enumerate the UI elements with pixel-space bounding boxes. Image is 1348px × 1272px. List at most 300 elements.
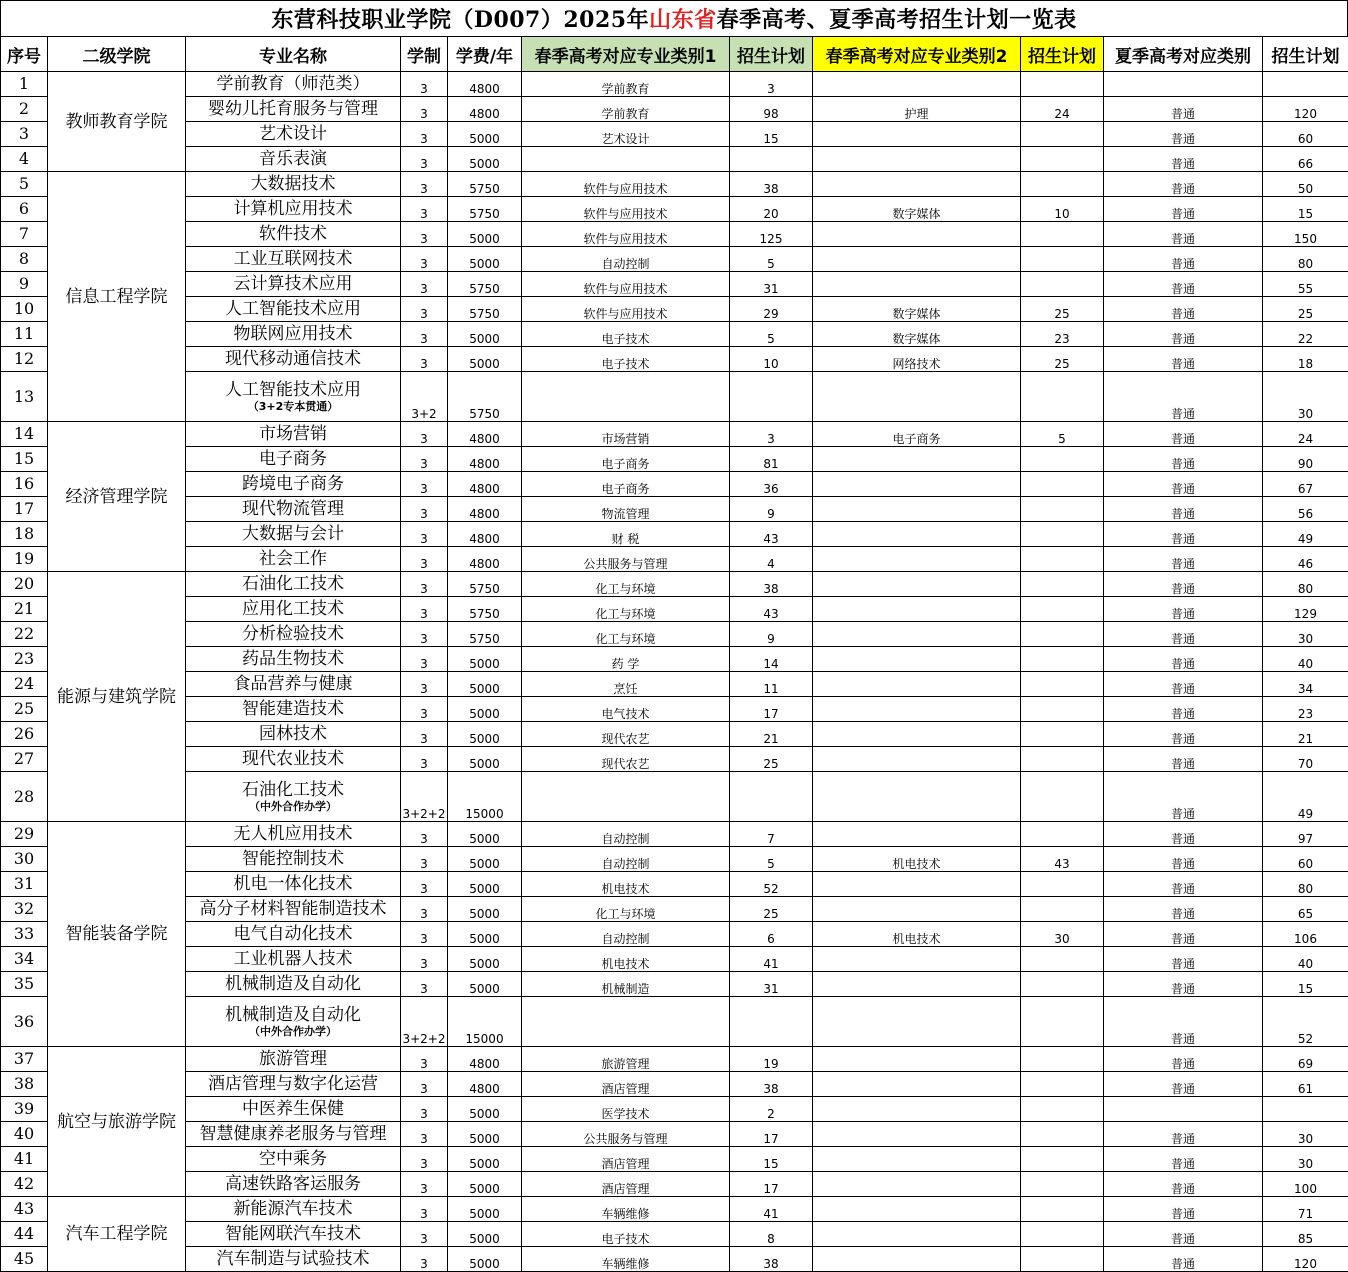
row-summer-category: 普通 [1104,547,1263,572]
row-years: 3 [401,72,448,97]
row-spring-plan-1: 6 [730,922,813,947]
table-row [1,247,1348,272]
row-spring-plan-2 [1021,772,1104,822]
major-name: 电子商务 [259,449,327,469]
table-row [1,1247,1348,1272]
row-spring-category-1: 软件与应用技术 [522,172,730,197]
row-spring-category-1: 物流管理 [522,497,730,522]
row-years: 3 [401,497,448,522]
major-cell [186,897,401,922]
row-years: 3 [401,347,448,372]
major-cell [186,847,401,872]
row-spring-plan-1: 5 [730,322,813,347]
header-college: 二级学院 [48,37,186,72]
row-years: 3 [401,1097,448,1122]
row-spring-plan-2: 43 [1021,847,1104,872]
table-row [1,772,1348,822]
major-cell [186,1222,401,1247]
row-spring-category-1: 旅游管理 [522,1047,730,1072]
row-summer-category: 普通 [1104,1047,1263,1072]
major-name: 艺术设计 [259,124,327,144]
row-seq: 19 [1,547,48,572]
table-row [1,1197,1348,1222]
table-row [1,997,1348,1047]
major-name: 跨境电子商务 [242,474,344,494]
major-cell [186,97,401,122]
row-spring-category-2 [813,222,1021,247]
row-seq: 30 [1,847,48,872]
row-fee: 5750 [448,272,522,297]
row-years: 3 [401,972,448,997]
major-cell [186,1247,401,1272]
row-spring-plan-1: 4 [730,547,813,572]
row-summer-plan [1263,1097,1348,1122]
table-row [1,97,1348,122]
table-row [1,747,1348,772]
major-cell [186,72,401,97]
row-summer-category: 普通 [1104,597,1263,622]
row-years: 3 [401,647,448,672]
major-name: 智慧健康养老服务与管理 [200,1124,387,1144]
row-seq: 14 [1,422,48,447]
row-summer-plan: 30 [1263,622,1348,647]
row-summer-category: 普通 [1104,522,1263,547]
row-spring-plan-2 [1021,822,1104,847]
major-name: 食品营养与健康 [234,674,353,694]
row-seq: 24 [1,672,48,697]
row-spring-plan-1: 11 [730,672,813,697]
major-cell [186,522,401,547]
row-years: 3 [401,847,448,872]
college-name: 智能装备学院 [48,822,186,1047]
row-years: 3 [401,947,448,972]
row-fee: 5000 [448,322,522,347]
row-spring-category-1: 艺术设计 [522,122,730,147]
title-province: 山东省 [649,3,717,34]
row-spring-plan-1: 17 [730,1122,813,1147]
major-cell [186,1122,401,1147]
row-spring-category-1: 车辆维修 [522,1247,730,1272]
row-years: 3 [401,422,448,447]
row-years: 3 [401,747,448,772]
row-spring-plan-1: 3 [730,422,813,447]
college-name: 航空与旅游学院 [48,1047,186,1197]
row-spring-category-1: 化工与环境 [522,622,730,647]
title-prefix: 东营科技职业学院（D007）2025年 [271,3,649,34]
row-seq: 38 [1,1072,48,1097]
row-summer-plan: 34 [1263,672,1348,697]
major-cell [186,822,401,847]
row-summer-plan: 97 [1263,822,1348,847]
row-years: 3+2 [401,372,448,422]
row-spring-category-2 [813,647,1021,672]
row-spring-category-2: 数字媒体 [813,297,1021,322]
row-fee: 5750 [448,172,522,197]
row-seq: 44 [1,1222,48,1247]
row-fee: 4800 [448,97,522,122]
major-name: 婴幼儿托育服务与管理 [208,99,378,119]
row-spring-plan-1: 21 [730,722,813,747]
row-years: 3 [401,1047,448,1072]
major-name: 现代移动通信技术 [225,349,361,369]
row-summer-plan: 30 [1263,1147,1348,1172]
major-name: 新能源汽车技术 [234,1199,353,1219]
row-fee: 4800 [448,447,522,472]
row-spring-category-1: 电子商务 [522,447,730,472]
row-fee: 5000 [448,222,522,247]
row-fee: 5750 [448,372,522,422]
major-cell [186,572,401,597]
row-summer-plan: 120 [1263,1247,1348,1272]
major-cell [186,497,401,522]
row-summer-plan: 106 [1263,922,1348,947]
row-spring-category-1: 软件与应用技术 [522,272,730,297]
row-spring-category-1: 药 学 [522,647,730,672]
row-spring-plan-1: 19 [730,1047,813,1072]
row-years: 3 [401,472,448,497]
row-years: 3 [401,522,448,547]
row-summer-category: 普通 [1104,197,1263,222]
row-years: 3 [401,147,448,172]
row-summer-category: 普通 [1104,422,1263,447]
row-seq: 36 [1,997,48,1047]
row-years: 3 [401,922,448,947]
row-spring-plan-1: 43 [730,522,813,547]
row-spring-category-1: 软件与应用技术 [522,297,730,322]
row-years: 3 [401,197,448,222]
row-seq: 23 [1,647,48,672]
row-spring-plan-1: 38 [730,572,813,597]
row-summer-plan: 69 [1263,1047,1348,1072]
row-summer-plan: 150 [1263,222,1348,247]
row-fee: 5000 [448,647,522,672]
row-spring-plan-1: 17 [730,1172,813,1197]
table-row [1,272,1348,297]
row-fee: 4800 [448,472,522,497]
row-summer-plan: 100 [1263,1172,1348,1197]
row-spring-plan-2: 25 [1021,297,1104,322]
row-spring-category-1: 电子技术 [522,1222,730,1247]
major-cell [186,197,401,222]
row-summer-category: 普通 [1104,1122,1263,1147]
college-name: 信息工程学院 [48,172,186,422]
row-seq: 40 [1,1122,48,1147]
row-spring-plan-1: 25 [730,747,813,772]
row-seq: 16 [1,472,48,497]
table-row [1,72,1348,97]
row-years: 3 [401,672,448,697]
row-seq: 10 [1,297,48,322]
major-name: 高速铁路客运服务 [225,1174,361,1194]
row-spring-plan-2 [1021,1247,1104,1272]
row-spring-plan-2 [1021,172,1104,197]
row-seq: 17 [1,497,48,522]
row-summer-plan: 85 [1263,1222,1348,1247]
major-name: 现代物流管理 [242,499,344,519]
row-seq: 7 [1,222,48,247]
row-summer-plan: 49 [1263,522,1348,547]
row-years: 3 [401,1222,448,1247]
row-spring-category-1 [522,772,730,822]
row-spring-plan-2 [1021,547,1104,572]
row-spring-category-1: 电子技术 [522,322,730,347]
table-row [1,847,1348,872]
row-spring-plan-1: 15 [730,122,813,147]
row-years: 3 [401,1122,448,1147]
row-spring-category-1: 酒店管理 [522,1172,730,1197]
row-summer-category: 普通 [1104,647,1263,672]
row-spring-plan-2 [1021,997,1104,1047]
row-fee: 5000 [448,947,522,972]
row-spring-category-2: 机电技术 [813,847,1021,872]
row-fee: 5000 [448,922,522,947]
major-cell [186,1072,401,1097]
row-spring-plan-2: 5 [1021,422,1104,447]
row-spring-category-2 [813,1047,1021,1072]
row-fee: 4800 [448,497,522,522]
row-fee: 5000 [448,147,522,172]
row-seq: 31 [1,872,48,897]
row-summer-category: 普通 [1104,1222,1263,1247]
row-spring-category-2: 护理 [813,97,1021,122]
table-row [1,1097,1348,1122]
row-years: 3 [401,1172,448,1197]
row-spring-category-2 [813,747,1021,772]
row-summer-category: 普通 [1104,122,1263,147]
row-summer-category: 普通 [1104,372,1263,422]
row-fee: 5000 [448,1247,522,1272]
major-name: 社会工作 [259,549,327,569]
row-seq: 42 [1,1172,48,1197]
row-spring-plan-1: 17 [730,697,813,722]
row-fee: 5750 [448,597,522,622]
row-spring-category-2 [813,822,1021,847]
row-years: 3 [401,172,448,197]
table-row [1,972,1348,997]
row-years: 3 [401,897,448,922]
row-summer-category: 普通 [1104,722,1263,747]
row-summer-plan: 71 [1263,1197,1348,1222]
row-spring-plan-1: 41 [730,1197,813,1222]
table-row [1,697,1348,722]
table-row [1,447,1348,472]
row-summer-plan: 46 [1263,547,1348,572]
major-name: 分析检验技术 [242,624,344,644]
row-spring-category-2 [813,547,1021,572]
row-summer-category: 普通 [1104,1072,1263,1097]
major-cell [186,247,401,272]
row-fee: 5000 [448,972,522,997]
row-spring-plan-1: 3 [730,72,813,97]
row-fee: 5000 [448,822,522,847]
row-spring-plan-1: 7 [730,822,813,847]
college-name: 能源与建筑学院 [48,572,186,822]
row-summer-category: 普通 [1104,447,1263,472]
row-spring-category-1: 学前教育 [522,97,730,122]
row-summer-category: 普通 [1104,472,1263,497]
row-years: 3 [401,222,448,247]
row-seq: 3 [1,122,48,147]
row-spring-category-1: 自动控制 [522,847,730,872]
row-years: 3 [401,247,448,272]
row-spring-plan-1: 10 [730,347,813,372]
row-spring-plan-1: 15 [730,1147,813,1172]
row-summer-category: 普通 [1104,922,1263,947]
row-fee: 5000 [448,247,522,272]
major-name: 物联网应用技术 [234,324,353,344]
row-summer-category [1104,1097,1263,1122]
major-cell [186,372,401,422]
row-spring-category-2 [813,522,1021,547]
major-cell [186,172,401,197]
row-seq: 1 [1,72,48,97]
table-row [1,222,1348,247]
row-summer-category: 普通 [1104,322,1263,347]
major-name: 石油化工技术 [242,574,344,594]
row-seq: 22 [1,622,48,647]
header-major: 专业名称 [186,37,401,72]
row-seq: 15 [1,447,48,472]
row-fee: 15000 [448,997,522,1047]
row-spring-plan-2 [1021,572,1104,597]
row-spring-category-2 [813,872,1021,897]
major-cell [186,922,401,947]
row-spring-plan-2 [1021,647,1104,672]
row-summer-category: 普通 [1104,872,1263,897]
row-years: 3 [401,872,448,897]
row-spring-plan-2: 24 [1021,97,1104,122]
row-spring-plan-1: 41 [730,947,813,972]
row-spring-plan-1 [730,372,813,422]
row-spring-plan-1: 14 [730,647,813,672]
row-spring-category-2: 电子商务 [813,422,1021,447]
row-spring-plan-1: 8 [730,1222,813,1247]
major-note: （中外合作办学） [186,1025,400,1038]
row-spring-plan-2 [1021,947,1104,972]
row-summer-plan: 129 [1263,597,1348,622]
header-summer-plan: 招生计划 [1263,37,1348,72]
row-summer-category: 普通 [1104,297,1263,322]
table-row [1,722,1348,747]
row-years: 3+2+2 [401,772,448,822]
row-spring-plan-1: 5 [730,247,813,272]
table-row [1,347,1348,372]
row-summer-plan: 24 [1263,422,1348,447]
row-fee: 5000 [448,847,522,872]
row-spring-plan-2 [1021,1197,1104,1222]
table-row [1,897,1348,922]
row-fee: 15000 [448,772,522,822]
row-summer-plan: 80 [1263,247,1348,272]
row-spring-plan-2 [1021,272,1104,297]
major-name: 汽车制造与试验技术 [217,1249,370,1269]
header-spring-category-1: 春季高考对应专业类别1 [522,37,730,72]
row-summer-plan: 61 [1263,1072,1348,1097]
table-row [1,1147,1348,1172]
row-seq: 39 [1,1097,48,1122]
row-seq: 43 [1,1197,48,1222]
row-spring-category-1: 车辆维修 [522,1197,730,1222]
row-spring-plan-1: 25 [730,897,813,922]
major-name: 现代农业技术 [242,749,344,769]
row-summer-category: 普通 [1104,247,1263,272]
major-cell [186,222,401,247]
major-cell [186,597,401,622]
row-spring-category-2 [813,597,1021,622]
major-cell [186,622,401,647]
row-spring-plan-2 [1021,122,1104,147]
row-fee: 5000 [448,897,522,922]
row-spring-category-2 [813,72,1021,97]
row-spring-category-2 [813,122,1021,147]
row-spring-plan-1: 125 [730,222,813,247]
major-name: 大数据技术 [251,174,336,194]
row-spring-plan-1 [730,997,813,1047]
row-spring-plan-1: 38 [730,1072,813,1097]
row-years: 3 [401,547,448,572]
row-seq: 28 [1,772,48,822]
row-spring-plan-2 [1021,722,1104,747]
college-name: 经济管理学院 [48,422,186,572]
table-row [1,322,1348,347]
major-name: 机电一体化技术 [234,874,353,894]
table-body [1,72,1348,1272]
row-spring-plan-2 [1021,1222,1104,1247]
row-spring-plan-2 [1021,522,1104,547]
row-spring-plan-2 [1021,897,1104,922]
row-spring-category-1: 酒店管理 [522,1072,730,1097]
row-spring-plan-1 [730,772,813,822]
row-spring-plan-1: 20 [730,197,813,222]
row-spring-category-2: 数字媒体 [813,322,1021,347]
header-spring-category-2: 春季高考对应专业类别2 [813,37,1021,72]
row-summer-plan: 21 [1263,722,1348,747]
major-name: 电气自动化技术 [234,924,353,944]
row-seq: 37 [1,1047,48,1072]
row-summer-plan: 15 [1263,972,1348,997]
row-spring-category-1: 软件与应用技术 [522,222,730,247]
sheet-title [0,0,1348,36]
row-summer-category: 普通 [1104,1147,1263,1172]
row-spring-category-2 [813,1197,1021,1222]
row-summer-plan: 120 [1263,97,1348,122]
row-years: 3 [401,1072,448,1097]
row-summer-category: 普通 [1104,972,1263,997]
row-summer-category: 普通 [1104,1247,1263,1272]
title-suffix: 春季高考、夏季高考招生计划一览表 [717,3,1077,34]
row-spring-category-2 [813,947,1021,972]
row-fee: 5000 [448,1172,522,1197]
table-row [1,372,1348,422]
major-name: 人工智能技术应用 [225,299,361,319]
table-row [1,422,1348,447]
row-fee: 5000 [448,672,522,697]
row-fee: 5750 [448,572,522,597]
row-spring-category-2 [813,1172,1021,1197]
major-name: 酒店管理与数字化运营 [208,1074,378,1094]
row-spring-plan-2 [1021,147,1104,172]
row-seq: 29 [1,822,48,847]
row-spring-category-1: 电子技术 [522,347,730,372]
major-name: 软件技术 [259,224,327,244]
row-summer-category: 普通 [1104,897,1263,922]
major-cell [186,647,401,672]
major-cell [186,422,401,447]
table-row [1,672,1348,697]
row-fee: 5000 [448,872,522,897]
row-years: 3 [401,597,448,622]
table-row [1,172,1348,197]
